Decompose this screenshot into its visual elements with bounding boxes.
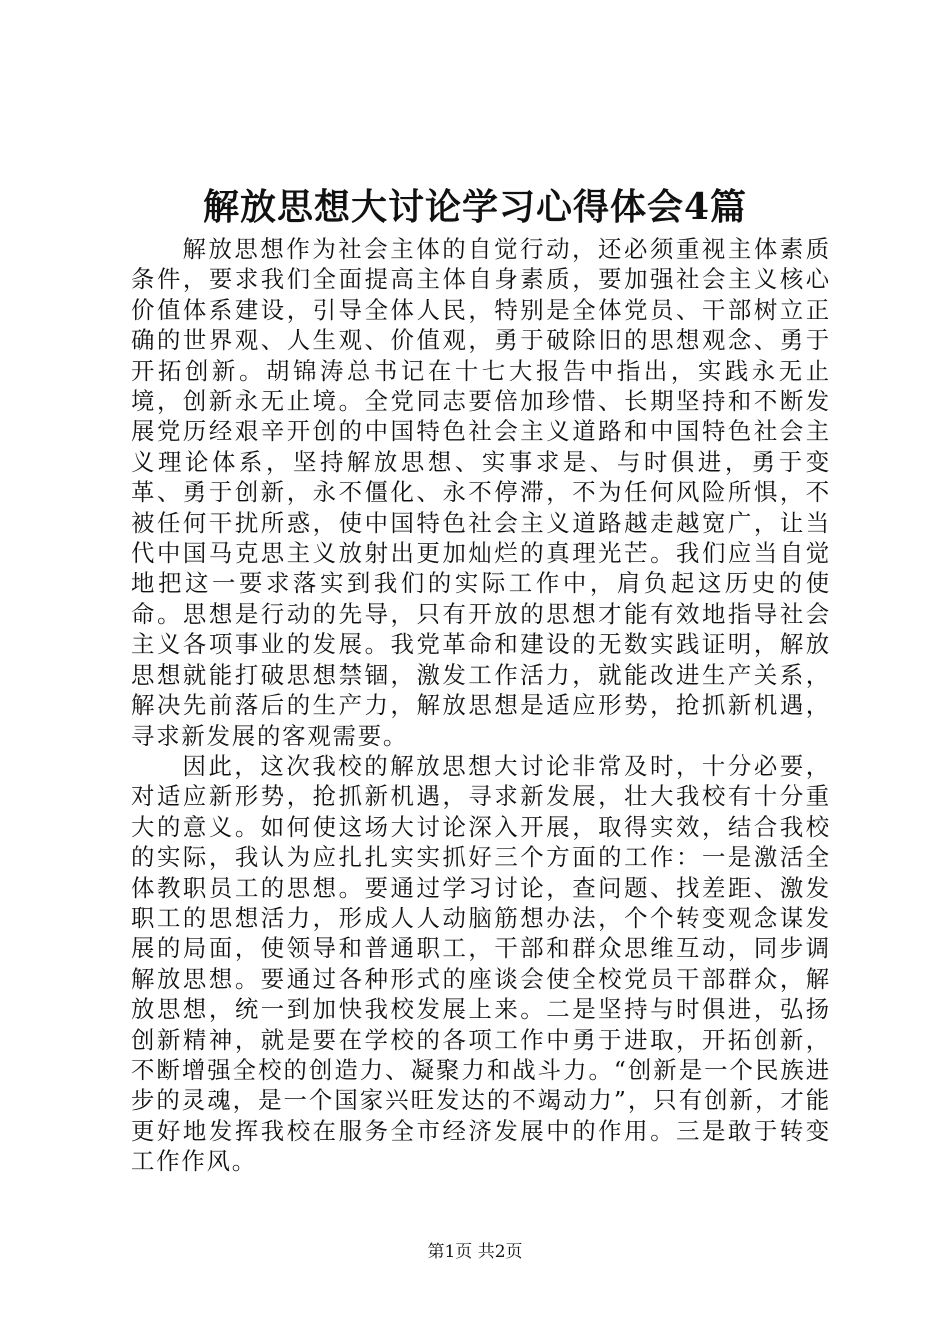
document-body <box>131 234 831 1177</box>
paragraph: 因此，这次我校的解放思想大讨论非常及时，十分必要，对适应新形势，抢抓新机遇，寻求新发展，壮大我校有十分重大的意义。如何使这场大讨论深入开展，取得实效，结合我校的实际，我认为应扎扎实实抓好三个方面的工作：一是激活全体教职员工的思想。要通过学习讨论，查问题、找差距、激发职工的思想活力，形成人人动脑筋想办法，个个转变观念谋发展的局面，使领导和普通职工，干部和群众思维互动，同步调解放思想。要通过各种形式的座谈会使全校党员干部群众，解放思想，统一到加快我校发展上来。二是坚持与时俱进，弘扬创新精神，就是要在学校的各项工作中勇于进取，开拓创新，不断增强全校的创造力、凝聚力和战斗力。“创新是一个民族进步的灵魂，是一个国家兴旺发达的不竭动力”，只有创新，才能更好地发挥我校在服务全市经济发展中的作用。三是敢于转变工作作风。 <box>131 751 831 1176</box>
page-title: 解放思想大讨论学习心得体会4篇 <box>202 186 748 228</box>
paragraph: 解放思想作为社会主体的自觉行动，还必须重视主体素质条件，要求我们全面提高主体自身素质，要加强社会主义核心价值体系建设，引导全体人民，特别是全体党员、干部树立正确的世界观、人生观、价值观，勇于破除旧的思想观念、勇于开拓创新。胡锦涛总书记在十七大报告中指出，实践永无止境，创新永无止境。全党同志要倍加珍惜、长期坚持和不断发展党历经艰辛开创的中国特色社会主义道路和中国特色社会主义理论体系，坚持解放思想、实事求是、与时俱进，勇于变革、勇于创新，永不僵化、永不停滞，不为任何风险所惧，不被任何干扰所惑，使中国特色社会主义道路越走越宽广，让当代中国马克思主义放射出更加灿烂的真理光芒。我们应当自觉地把这一要求落实到我们的实际工作中，肩负起这历史的使命。思想是行动的先导，只有开放的思想才能有效地指导社会主义各项事业的发展。我党革命和建设的无数实践证明，解放思想就能打破思想禁锢，激发工作活力，就能改进生产关系，解决先前落后的生产力，解放思想是适应形势，抢抓新机遇，寻求新发展的客观需要。 <box>131 235 831 750</box>
page-number-footer: 第1页 共2页 <box>427 1242 523 1262</box>
